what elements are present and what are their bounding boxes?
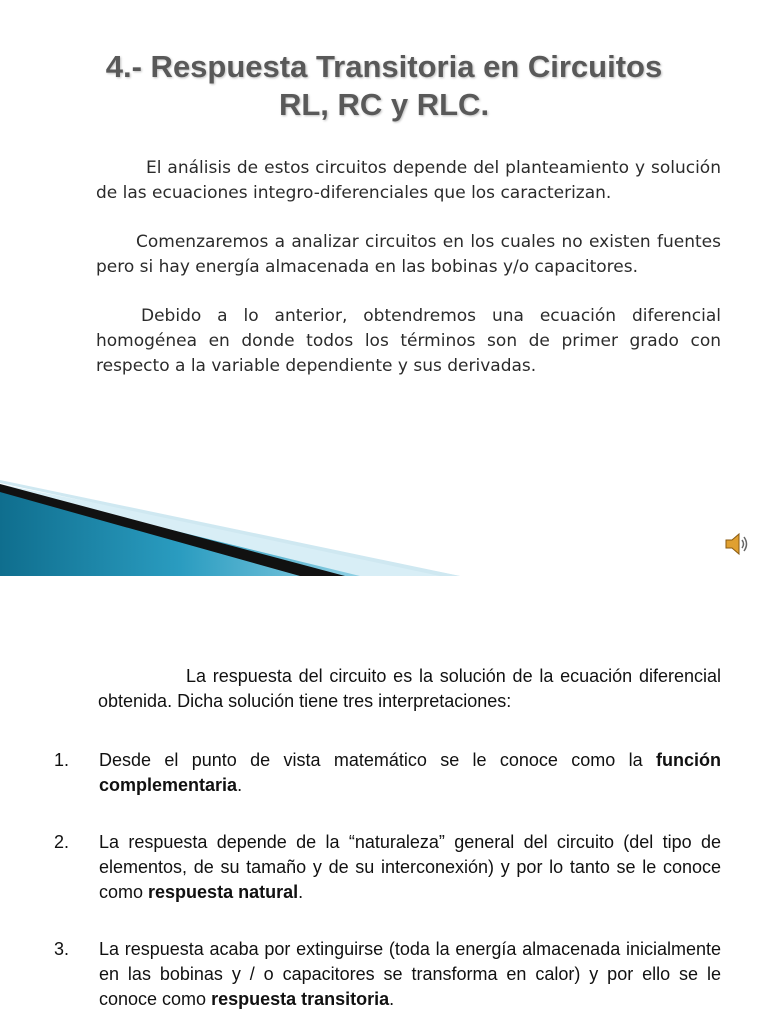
slide-title <box>0 48 768 124</box>
slide-1-body <box>96 156 721 403</box>
item-text: La respuesta acaba por extinguirse (toda la energía almacenada inicialmente en las bobinas y / o capacitores se transforma en calor) y por ello se le conoce como respuesta transitoria. <box>99 939 721 1009</box>
paragraph-2: Comenzaremos a analizar circuitos en los cuales no existen fuentes pero si hay energía almacenada en las bobinas y/o capacitores. <box>96 232 721 277</box>
item-text: La respuesta depende de la “naturaleza” general del circuito (del tipo de elementos, de su tamaño y de su interconexión) y por lo tanto se le conoce como respuesta natural. <box>99 832 721 902</box>
list-item <box>54 748 721 798</box>
slide-2 <box>0 576 768 1024</box>
speaker-icon[interactable] <box>724 531 750 557</box>
decorative-wave <box>0 480 460 576</box>
list-item <box>54 830 721 905</box>
item-number: 1. <box>54 750 70 770</box>
item-number: 3. <box>54 939 70 959</box>
item-number: 2. <box>54 832 70 852</box>
item-text: Desde el punto de vista matemático se le conoce como la función complementaria. <box>99 750 721 795</box>
list-item <box>54 937 721 1012</box>
paragraph-3: Debido a lo anterior, obtendremos una ecuación diferencial homogénea en donde todos los términos son de primer grado con respecto a la variable dependiente y sus derivadas. <box>96 306 721 376</box>
intro-paragraph: La respuesta del circuito es la solución de la ecuación diferencial obtenida. Dicha solución tiene tres interpretaciones: <box>98 666 721 711</box>
paragraph-1: El análisis de estos circuitos depende del planteamiento y solución de las ecuaciones integro-diferenciales que los caracterizan. <box>96 158 721 203</box>
title-line-2: RL, RC y RLC. <box>278 87 490 122</box>
item-bold-term: respuesta natural <box>148 882 299 902</box>
item-bold-term: función complementaria <box>99 750 721 795</box>
item-bold-term: respuesta transitoria <box>211 989 390 1009</box>
title-line-1: 4.- Respuesta Transitoria en Circuitos <box>105 49 663 84</box>
interpretations-list <box>54 748 721 1024</box>
